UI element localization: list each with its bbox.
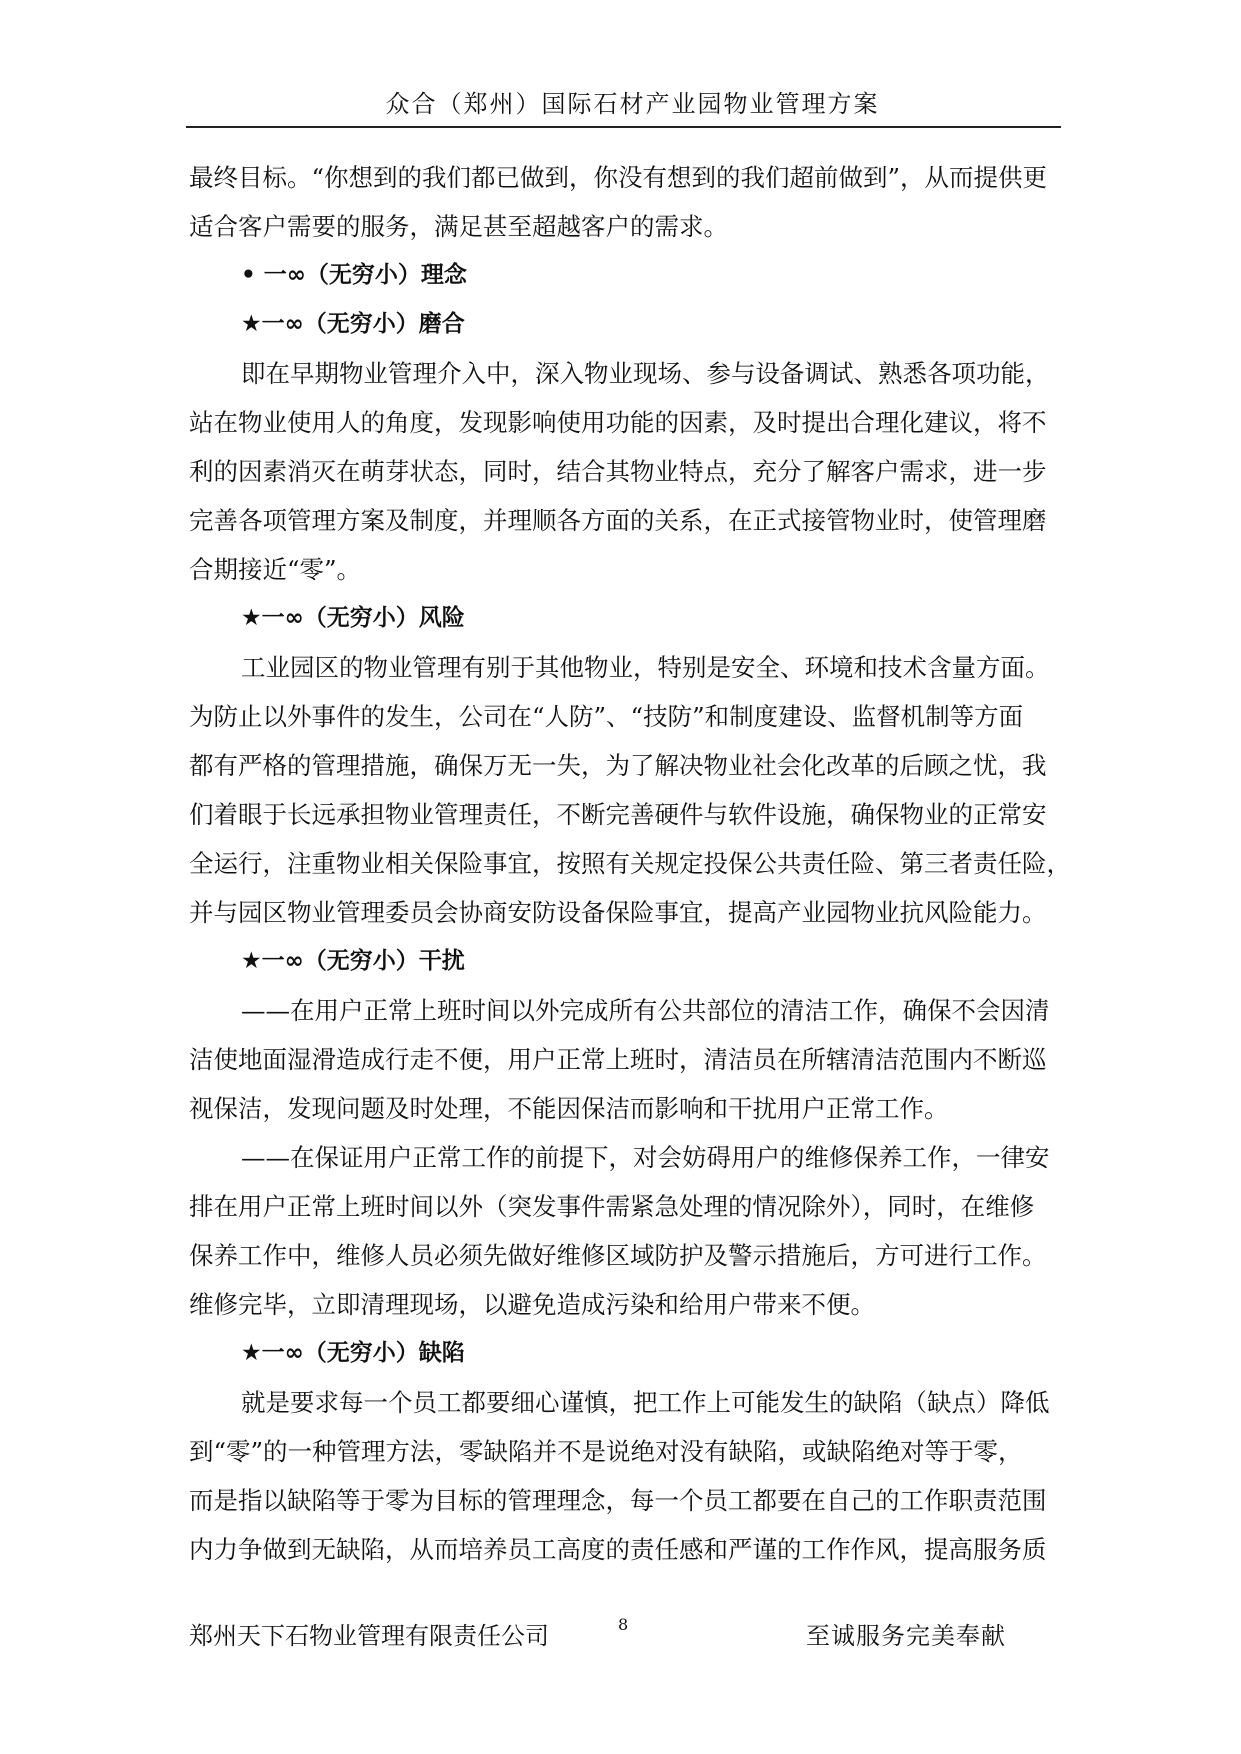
body-line: 到“零”的一种管理方法，零缺陷并不是说绝对没有缺陷，或缺陷绝对等于零， [189,1437,1023,1466]
body-line: 完善各项管理方案及制度，并理顺各方面的关系，在正式接管物业时，使管理磨 [189,506,1047,535]
body-line: 即在早期物业管理介入中，深入物业现场、参与设备调试、熟悉各项功能， [241,359,1050,388]
body-line: 全运行，注重物业相关保险事宜，按照有关规定投保公共责任险、第三者责任险， [189,849,1071,878]
body-line: 工业园区的物业管理有别于其他物业，特别是安全、环境和技术含量方面。 [241,653,1050,682]
body-line: 们着眼于长远承担物业管理责任，不断完善硬件与软件设施，确保物业的正常安 [189,800,1047,829]
body-line: 为防止以外事件的发生，公司在“人防”、“技防”和制度建设、监督机制等方面 [189,702,1024,731]
page-header [186,82,1061,128]
body-line: 视保洁，发现问题及时处理，不能因保洁而影响和干扰用户正常工作。 [189,1094,949,1123]
body-line: 并与园区物业管理委员会协商安防设备保险事宜，提高产业园物业抗风险能力。 [189,898,1047,927]
section-heading: • 一∞（无穷小）理念 [241,262,467,288]
page-number: 8 [618,1615,629,1634]
body-line: 洁使地面湿滑造成行走不便，用户正常上班时，清洁员在所辖清洁范围内不断巡 [189,1045,1047,1074]
body-line: 站在物业使用人的角度，发现影响使用功能的因素，及时提出合理化建议，将不 [189,408,1047,437]
page-footer [0,1616,1241,1656]
body-line: 而是指以缺陷等于零为目标的管理理念，每一个员工都要在自己的工作职责范围 [189,1486,1047,1515]
section-heading: ★一∞（无穷小）风险 [241,605,465,631]
section-heading: ★一∞（无穷小）缺陷 [241,1340,465,1366]
body-line: 合期接近“零”。 [189,555,362,584]
body-line: 维修完毕，立即清理现场，以避免造成污染和给用户带来不便。 [189,1290,875,1319]
section-heading: ★一∞（无穷小）磨合 [241,311,465,337]
body-line: 最终目标。“你想到的我们都已做到，你没有想到的我们超前做到”，从而提供更 [189,163,1048,192]
section-heading: ★一∞（无穷小）干扰 [241,948,465,974]
footer-company-name: 郑州天下石物业管理有限责任公司 [189,1622,549,1650]
document-body [189,153,1071,1574]
body-line: 排在用户正常上班时间以外（突发事件需紧急处理的情况除外），同时，在维修 [189,1192,1035,1221]
body-line: ——在保证用户正常工作的前提下，对会妨碍用户的维修保养工作，一律安 [241,1143,1050,1172]
body-line: 适合客户需要的服务，满足甚至超越客户的需求。 [189,212,728,241]
footer-slogan: 至诚服务完美奉献 [806,1622,1006,1650]
body-line: ——在用户正常上班时间以外完成所有公共部位的清洁工作，确保不会因清 [241,996,1050,1025]
header-title: 众合（郑州）国际石材产业园物业管理方案 [385,90,880,118]
body-line: 都有严格的管理措施，确保万无一失，为了解决物业社会化改革的后顾之忧，我 [189,751,1047,780]
body-line: 内力争做到无缺陷，从而培养员工高度的责任感和严谨的工作作风，提高服务质 [189,1535,1047,1564]
body-line: 就是要求每一个员工都要细心谨慎，把工作上可能发生的缺陷（缺点）降低 [241,1388,1050,1417]
body-line: 保养工作中，维修人员必须先做好维修区域防护及警示措施后，方可进行工作。 [189,1241,1047,1270]
body-line: 利的因素消灭在萌芽状态，同时，结合其物业特点，充分了解客户需求，进一步 [189,457,1047,486]
